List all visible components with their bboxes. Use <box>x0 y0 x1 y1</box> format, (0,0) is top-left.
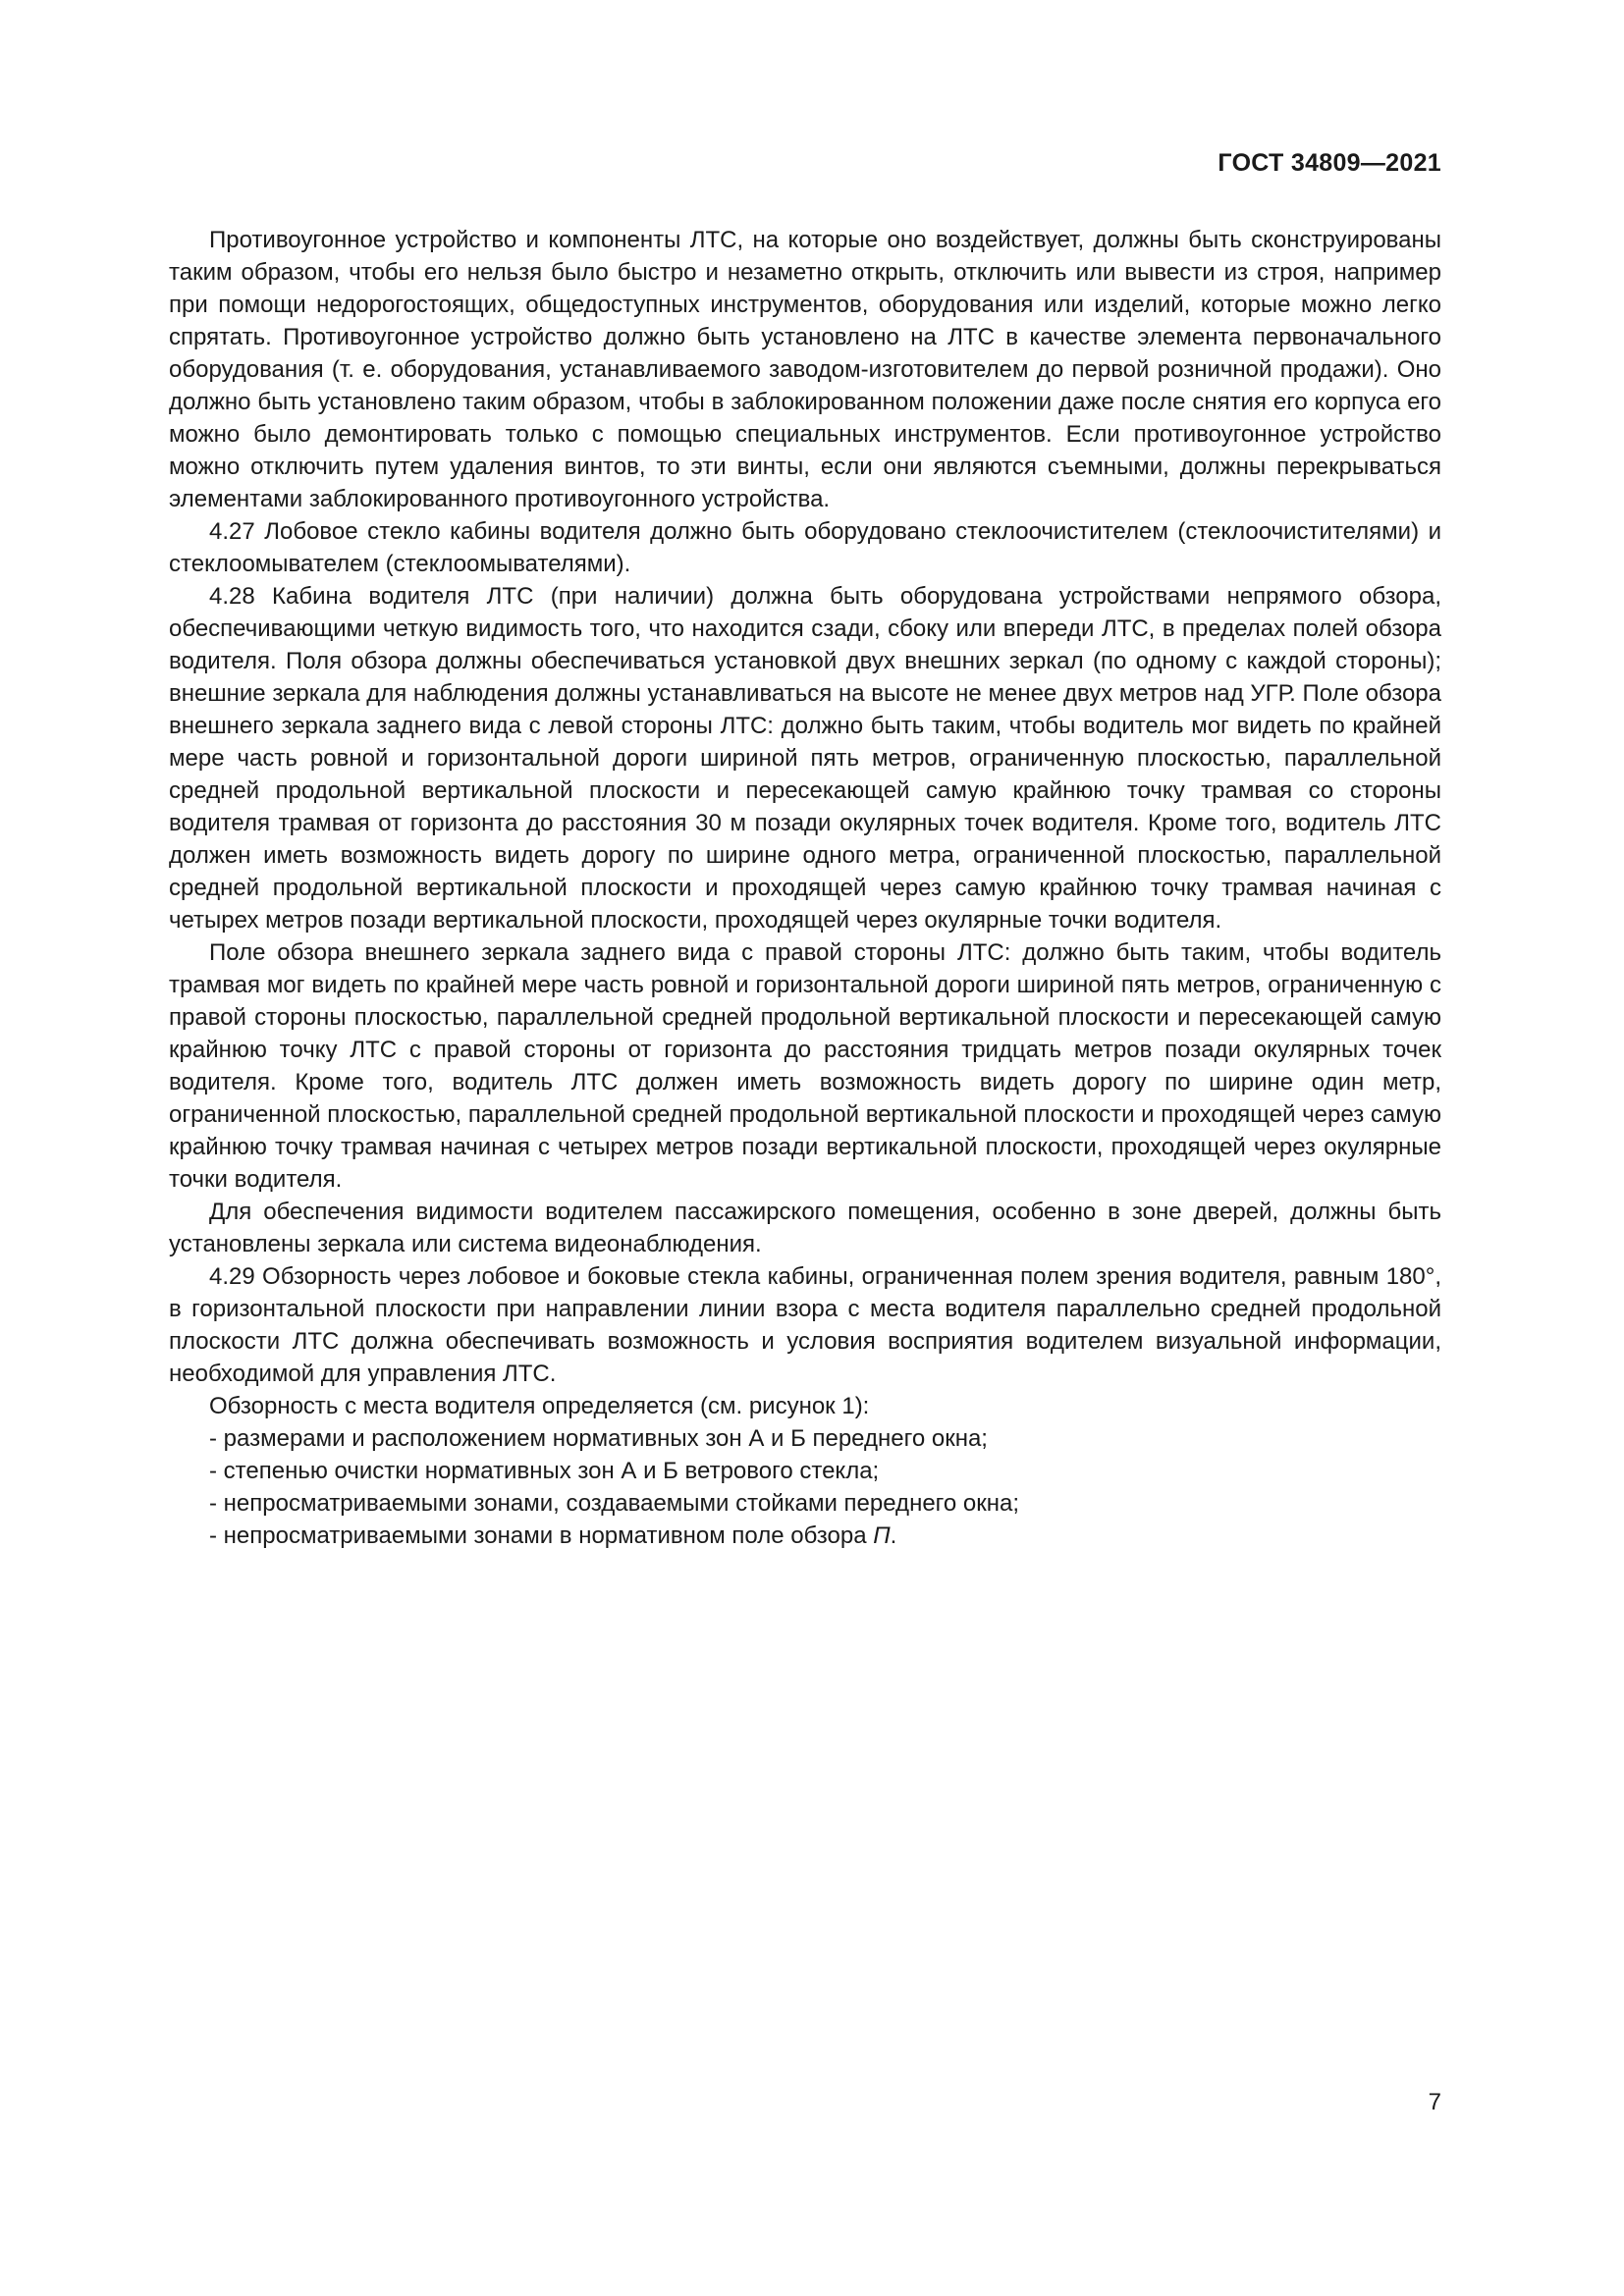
document-body <box>169 224 1441 1552</box>
paragraph-anti-theft: Противоугонное устройство и компоненты ЛТС, на которые оно воздействует, должны быть сконструированы таким образом, чтобы его нельзя было быстро и незаметно открыть, отключить или вывести из строя, например при помощи недорогостоящих, общедоступных инструментов, оборудования или изделий, которые можно легко спрятать. Противоугонное устройство должно быть установлено на ЛТС в качестве элемента первоначального оборудования (т. е. оборудования, устанавливаемого заводом-изготовителем до первой розничной продажи). Оно должно быть установлено таким образом, чтобы в заблокированном положении даже после снятия его корпуса его можно было демонтировать только с помощью специальных инструментов. Если противоугонное устройство можно отключить путем удаления винтов, то эти винты, если они являются съемными, должны перекрываться элементами заблокированного противоугонного устройства. <box>169 227 1441 512</box>
page-header-standard-code: ГОСТ 34809—2021 <box>1218 149 1441 177</box>
paragraph-4-27: 4.27 Лобовое стекло кабины водителя должно быть оборудовано стеклоочистителем (стеклоочистителями) и стеклоомывателем (стеклоомывателями). <box>169 518 1441 577</box>
list-item-text: - непросматриваемыми зонами в нормативном поле обзора <box>209 1522 874 1549</box>
paragraph-right-mirror: Поле обзора внешнего зеркала заднего вида с правой стороны ЛТС: должно быть таким, чтобы водитель трамвая мог видеть по крайней мере часть ровной и горизонтальной дороги шириной пять метров, ограниченную с правой стороны плоскостью, параллельной средней продольной вертикальной плоскости и пересекающей самую крайнюю точку ЛТС с правой стороны от горизонта до расстояния тридцать метров позади окулярных точек водителя. Кроме того, водитель ЛТС должен иметь возможность видеть дорогу по ширине один метр, ограниченной плоскостью, параллельной средней продольной вертикальной плоскости и проходящей через самую крайнюю точку трамвая начиная с четырех метров позади вертикальной плоскости, проходящей через окулярные точки водителя. <box>169 939 1441 1193</box>
visibility-criteria-list <box>169 1422 1441 1552</box>
list-item: - размерами и расположением нормативных зон А и Б переднего окна; <box>209 1425 988 1452</box>
paragraph-4-29: 4.29 Обзорность через лобовое и боковые стекла кабины, ограниченная полем зрения водителя, равным 180°, в горизонтальной плоскости при направлении линии взора с места водителя параллельно средней продольной плоскости ЛТС должна обеспечивать возможность и условия восприятия водителем визуальной информации, необходимой для управления ЛТС. <box>169 1263 1441 1387</box>
list-item-end: . <box>890 1522 897 1549</box>
paragraph-passenger-visibility: Для обеспечения видимости водителем пассажирского помещения, особенно в зоне дверей, должны быть установлены зеркала или система видеонаблюдения. <box>169 1199 1441 1257</box>
paragraph-4-28: 4.28 Кабина водителя ЛТС (при наличии) должна быть оборудована устройствами непрямого обзора, обеспечивающими четкую видимость того, что находится сзади, сбоку или впереди ЛТС, в пределах полей обзора водителя. Поля обзора должны обеспечиваться установкой двух внешних зеркал (по одному с каждой стороны); внешние зеркала для наблюдения должны устанавливаться на высоте не менее двух метров над УГР. Поле обзора внешнего зеркала заднего вида с левой стороны ЛТС: должно быть таким, чтобы водитель мог видеть по крайней мере часть ровной и горизонтальной дороги шириной пять метров, ограниченную плоскостью, параллельной средней продольной вертикальной плоскости и пересекающей самую крайнюю точку трамвая со стороны водителя трамвая от горизонта до расстояния 30 м позади окулярных точек водителя. Кроме того, водитель ЛТС должен иметь возможность видеть дорогу по ширине одного метра, ограниченной плоскостью, параллельной средней продольной вертикальной плоскости и проходящей через самую крайнюю точку трамвая начиная с четырех метров позади вертикальной плоскости, проходящей через окулярные точки водителя. <box>169 583 1441 934</box>
field-of-view-symbol: П <box>873 1522 891 1549</box>
list-item <box>169 1520 1441 1552</box>
paragraph-visibility-definition: Обзорность с места водителя определяется (см. рисунок 1): <box>209 1393 870 1419</box>
page-number: 7 <box>1428 2089 1441 2115</box>
list-item: - непросматриваемыми зонами, создаваемыми стойками переднего окна; <box>209 1490 1020 1517</box>
list-item: - степенью очистки нормативных зон А и Б ветрового стекла; <box>209 1458 880 1484</box>
